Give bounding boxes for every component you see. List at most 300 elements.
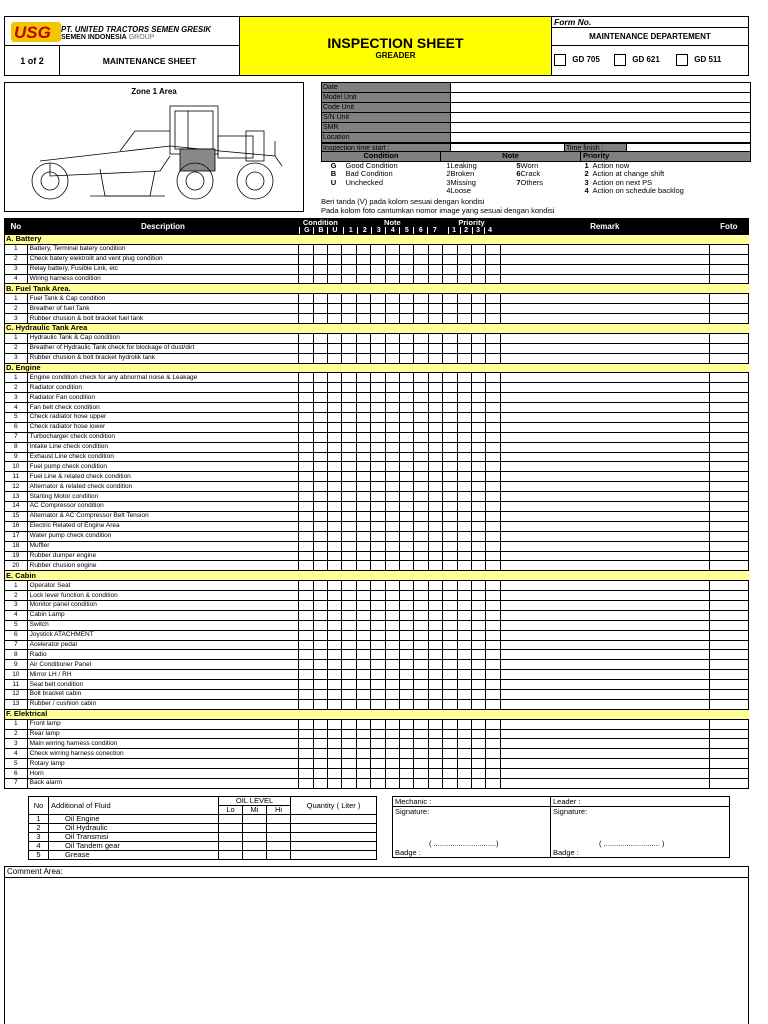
condition-b-cell[interactable]: [313, 739, 327, 749]
foto-cell[interactable]: [709, 511, 748, 521]
remark-cell[interactable]: [500, 680, 709, 690]
leader-name-field[interactable]: ( ........................... ): [599, 839, 665, 848]
note-6-cell[interactable]: [414, 383, 428, 393]
priority-3-cell[interactable]: [472, 472, 486, 482]
note-4-cell[interactable]: [385, 462, 399, 472]
note-3-cell[interactable]: [371, 472, 385, 482]
condition-b-cell[interactable]: [313, 462, 327, 472]
note-1-cell[interactable]: [342, 521, 356, 531]
note-2-cell[interactable]: [356, 264, 370, 274]
priority-3-cell[interactable]: [472, 581, 486, 591]
note-7-cell[interactable]: [428, 699, 442, 709]
note-7-cell[interactable]: [428, 244, 442, 254]
note-7-cell[interactable]: [428, 719, 442, 729]
remark-cell[interactable]: [500, 689, 709, 699]
priority-2-cell[interactable]: [457, 561, 471, 571]
note-4-cell[interactable]: [385, 610, 399, 620]
condition-b-cell[interactable]: [313, 670, 327, 680]
note-4-cell[interactable]: [385, 739, 399, 749]
priority-1-cell[interactable]: [443, 729, 457, 739]
note-4-cell[interactable]: [385, 719, 399, 729]
fluid-mi-cell[interactable]: [243, 824, 267, 833]
note-5-cell[interactable]: [400, 403, 414, 413]
note-7-cell[interactable]: [428, 689, 442, 699]
foto-cell[interactable]: [709, 670, 748, 680]
note-4-cell[interactable]: [385, 630, 399, 640]
priority-2-cell[interactable]: [457, 630, 471, 640]
condition-u-cell[interactable]: [328, 719, 342, 729]
condition-b-cell[interactable]: [313, 591, 327, 601]
condition-b-cell[interactable]: [313, 264, 327, 274]
priority-4-cell[interactable]: [486, 294, 500, 304]
note-1-cell[interactable]: [342, 452, 356, 462]
note-5-cell[interactable]: [400, 393, 414, 403]
condition-b-cell[interactable]: [313, 699, 327, 709]
fluid-qty-cell[interactable]: [291, 833, 377, 842]
note-3-cell[interactable]: [371, 670, 385, 680]
remark-cell[interactable]: [500, 600, 709, 610]
priority-4-cell[interactable]: [486, 521, 500, 531]
condition-u-cell[interactable]: [328, 640, 342, 650]
priority-3-cell[interactable]: [472, 551, 486, 561]
model-option-1[interactable]: [614, 54, 660, 66]
priority-1-cell[interactable]: [443, 630, 457, 640]
note-1-cell[interactable]: [342, 531, 356, 541]
note-5-cell[interactable]: [400, 749, 414, 759]
condition-g-cell[interactable]: [299, 244, 313, 254]
condition-u-cell[interactable]: [328, 610, 342, 620]
foto-cell[interactable]: [709, 591, 748, 601]
condition-b-cell[interactable]: [313, 472, 327, 482]
note-1-cell[interactable]: [342, 660, 356, 670]
note-3-cell[interactable]: [371, 442, 385, 452]
note-1-cell[interactable]: [342, 541, 356, 551]
priority-3-cell[interactable]: [472, 294, 486, 304]
note-7-cell[interactable]: [428, 620, 442, 630]
fluid-hi-cell[interactable]: [267, 824, 291, 833]
condition-b-cell[interactable]: [313, 492, 327, 502]
condition-u-cell[interactable]: [328, 254, 342, 264]
foto-cell[interactable]: [709, 472, 748, 482]
note-5-cell[interactable]: [400, 442, 414, 452]
note-3-cell[interactable]: [371, 294, 385, 304]
remark-cell[interactable]: [500, 769, 709, 779]
priority-3-cell[interactable]: [472, 600, 486, 610]
priority-2-cell[interactable]: [457, 472, 471, 482]
priority-3-cell[interactable]: [472, 442, 486, 452]
condition-g-cell[interactable]: [299, 699, 313, 709]
condition-b-cell[interactable]: [313, 541, 327, 551]
condition-b-cell[interactable]: [313, 640, 327, 650]
note-4-cell[interactable]: [385, 680, 399, 690]
note-5-cell[interactable]: [400, 729, 414, 739]
priority-2-cell[interactable]: [457, 462, 471, 472]
note-2-cell[interactable]: [356, 294, 370, 304]
foto-cell[interactable]: [709, 432, 748, 442]
condition-u-cell[interactable]: [328, 729, 342, 739]
note-2-cell[interactable]: [356, 511, 370, 521]
note-3-cell[interactable]: [371, 452, 385, 462]
foto-cell[interactable]: [709, 373, 748, 383]
fluid-qty-cell[interactable]: [291, 824, 377, 833]
note-2-cell[interactable]: [356, 561, 370, 571]
note-6-cell[interactable]: [414, 769, 428, 779]
note-3-cell[interactable]: [371, 699, 385, 709]
note-6-cell[interactable]: [414, 699, 428, 709]
note-2-cell[interactable]: [356, 462, 370, 472]
priority-1-cell[interactable]: [443, 502, 457, 512]
note-2-cell[interactable]: [356, 442, 370, 452]
condition-u-cell[interactable]: [328, 422, 342, 432]
priority-4-cell[interactable]: [486, 531, 500, 541]
note-1-cell[interactable]: [342, 294, 356, 304]
remark-cell[interactable]: [500, 432, 709, 442]
condition-b-cell[interactable]: [313, 630, 327, 640]
priority-1-cell[interactable]: [443, 314, 457, 324]
foto-cell[interactable]: [709, 393, 748, 403]
note-6-cell[interactable]: [414, 759, 428, 769]
note-4-cell[interactable]: [385, 314, 399, 324]
fluid-lo-cell[interactable]: [219, 824, 243, 833]
note-7-cell[interactable]: [428, 353, 442, 363]
foto-cell[interactable]: [709, 452, 748, 462]
condition-g-cell[interactable]: [299, 689, 313, 699]
condition-b-cell[interactable]: [313, 759, 327, 769]
priority-4-cell[interactable]: [486, 660, 500, 670]
note-1-cell[interactable]: [342, 739, 356, 749]
note-3-cell[interactable]: [371, 769, 385, 779]
note-6-cell[interactable]: [414, 541, 428, 551]
note-7-cell[interactable]: [428, 630, 442, 640]
note-6-cell[interactable]: [414, 660, 428, 670]
note-7-cell[interactable]: [428, 413, 442, 423]
note-5-cell[interactable]: [400, 581, 414, 591]
note-6-cell[interactable]: [414, 452, 428, 462]
condition-g-cell[interactable]: [299, 630, 313, 640]
condition-g-cell[interactable]: [299, 373, 313, 383]
note-3-cell[interactable]: [371, 778, 385, 788]
note-2-cell[interactable]: [356, 274, 370, 284]
condition-u-cell[interactable]: [328, 432, 342, 442]
note-7-cell[interactable]: [428, 778, 442, 788]
priority-1-cell[interactable]: [443, 343, 457, 353]
priority-4-cell[interactable]: [486, 739, 500, 749]
note-3-cell[interactable]: [371, 640, 385, 650]
priority-2-cell[interactable]: [457, 274, 471, 284]
note-3-cell[interactable]: [371, 689, 385, 699]
remark-cell[interactable]: [500, 254, 709, 264]
remark-cell[interactable]: [500, 482, 709, 492]
priority-1-cell[interactable]: [443, 561, 457, 571]
note-1-cell[interactable]: [342, 778, 356, 788]
note-3-cell[interactable]: [371, 353, 385, 363]
fluid-mi-cell[interactable]: [243, 842, 267, 851]
note-2-cell[interactable]: [356, 254, 370, 264]
priority-2-cell[interactable]: [457, 511, 471, 521]
condition-b-cell[interactable]: [313, 689, 327, 699]
note-5-cell[interactable]: [400, 778, 414, 788]
note-1-cell[interactable]: [342, 699, 356, 709]
condition-b-cell[interactable]: [313, 333, 327, 343]
note-5-cell[interactable]: [400, 353, 414, 363]
condition-u-cell[interactable]: [328, 442, 342, 452]
priority-2-cell[interactable]: [457, 719, 471, 729]
remark-cell[interactable]: [500, 244, 709, 254]
note-5-cell[interactable]: [400, 343, 414, 353]
foto-cell[interactable]: [709, 531, 748, 541]
fluid-hi-cell[interactable]: [267, 833, 291, 842]
condition-u-cell[interactable]: [328, 511, 342, 521]
note-2-cell[interactable]: [356, 620, 370, 630]
foto-cell[interactable]: [709, 660, 748, 670]
fluid-lo-cell[interactable]: [219, 815, 243, 824]
condition-u-cell[interactable]: [328, 778, 342, 788]
remark-cell[interactable]: [500, 719, 709, 729]
priority-3-cell[interactable]: [472, 699, 486, 709]
foto-cell[interactable]: [709, 383, 748, 393]
priority-3-cell[interactable]: [472, 482, 486, 492]
condition-u-cell[interactable]: [328, 699, 342, 709]
priority-4-cell[interactable]: [486, 333, 500, 343]
note-7-cell[interactable]: [428, 551, 442, 561]
note-4-cell[interactable]: [385, 383, 399, 393]
priority-3-cell[interactable]: [472, 521, 486, 531]
priority-4-cell[interactable]: [486, 680, 500, 690]
note-7-cell[interactable]: [428, 660, 442, 670]
note-3-cell[interactable]: [371, 511, 385, 521]
note-5-cell[interactable]: [400, 650, 414, 660]
remark-cell[interactable]: [500, 422, 709, 432]
note-5-cell[interactable]: [400, 452, 414, 462]
priority-3-cell[interactable]: [472, 422, 486, 432]
note-5-cell[interactable]: [400, 502, 414, 512]
remark-cell[interactable]: [500, 353, 709, 363]
condition-b-cell[interactable]: [313, 610, 327, 620]
fluid-lo-cell[interactable]: [219, 833, 243, 842]
note-6-cell[interactable]: [414, 373, 428, 383]
condition-u-cell[interactable]: [328, 739, 342, 749]
note-4-cell[interactable]: [385, 600, 399, 610]
condition-u-cell[interactable]: [328, 591, 342, 601]
note-7-cell[interactable]: [428, 432, 442, 442]
note-3-cell[interactable]: [371, 422, 385, 432]
remark-cell[interactable]: [500, 739, 709, 749]
note-1-cell[interactable]: [342, 749, 356, 759]
note-2-cell[interactable]: [356, 244, 370, 254]
fluid-lo-cell[interactable]: [219, 842, 243, 851]
mechanic-name-field[interactable]: ( ..............................): [429, 839, 499, 848]
note-5-cell[interactable]: [400, 759, 414, 769]
note-1-cell[interactable]: [342, 630, 356, 640]
foto-cell[interactable]: [709, 482, 748, 492]
priority-4-cell[interactable]: [486, 591, 500, 601]
note-3-cell[interactable]: [371, 492, 385, 502]
note-4-cell[interactable]: [385, 759, 399, 769]
condition-b-cell[interactable]: [313, 442, 327, 452]
priority-3-cell[interactable]: [472, 413, 486, 423]
foto-cell[interactable]: [709, 521, 748, 531]
condition-u-cell[interactable]: [328, 274, 342, 284]
priority-4-cell[interactable]: [486, 729, 500, 739]
remark-cell[interactable]: [500, 630, 709, 640]
note-6-cell[interactable]: [414, 591, 428, 601]
condition-g-cell[interactable]: [299, 511, 313, 521]
condition-g-cell[interactable]: [299, 561, 313, 571]
condition-g-cell[interactable]: [299, 600, 313, 610]
note-7-cell[interactable]: [428, 610, 442, 620]
condition-u-cell[interactable]: [328, 600, 342, 610]
note-4-cell[interactable]: [385, 541, 399, 551]
note-1-cell[interactable]: [342, 353, 356, 363]
note-2-cell[interactable]: [356, 739, 370, 749]
condition-u-cell[interactable]: [328, 452, 342, 462]
note-5-cell[interactable]: [400, 551, 414, 561]
condition-g-cell[interactable]: [299, 472, 313, 482]
condition-b-cell[interactable]: [313, 482, 327, 492]
note-7-cell[interactable]: [428, 403, 442, 413]
priority-4-cell[interactable]: [486, 630, 500, 640]
condition-b-cell[interactable]: [313, 403, 327, 413]
remark-cell[interactable]: [500, 759, 709, 769]
note-1-cell[interactable]: [342, 304, 356, 314]
priority-1-cell[interactable]: [443, 264, 457, 274]
foto-cell[interactable]: [709, 274, 748, 284]
priority-4-cell[interactable]: [486, 551, 500, 561]
note-7-cell[interactable]: [428, 680, 442, 690]
foto-cell[interactable]: [709, 422, 748, 432]
note-3-cell[interactable]: [371, 254, 385, 264]
model-option-0[interactable]: [554, 54, 600, 66]
priority-2-cell[interactable]: [457, 660, 471, 670]
comment-area[interactable]: [4, 866, 749, 1024]
priority-3-cell[interactable]: [472, 739, 486, 749]
note-3-cell[interactable]: [371, 304, 385, 314]
priority-3-cell[interactable]: [472, 531, 486, 541]
note-1-cell[interactable]: [342, 274, 356, 284]
priority-1-cell[interactable]: [443, 413, 457, 423]
note-7-cell[interactable]: [428, 452, 442, 462]
priority-2-cell[interactable]: [457, 422, 471, 432]
remark-cell[interactable]: [500, 729, 709, 739]
note-1-cell[interactable]: [342, 729, 356, 739]
condition-g-cell[interactable]: [299, 314, 313, 324]
note-4-cell[interactable]: [385, 689, 399, 699]
note-6-cell[interactable]: [414, 778, 428, 788]
note-1-cell[interactable]: [342, 640, 356, 650]
priority-1-cell[interactable]: [443, 403, 457, 413]
priority-1-cell[interactable]: [443, 769, 457, 779]
foto-cell[interactable]: [709, 254, 748, 264]
condition-g-cell[interactable]: [299, 650, 313, 660]
remark-cell[interactable]: [500, 452, 709, 462]
note-2-cell[interactable]: [356, 452, 370, 462]
note-5-cell[interactable]: [400, 541, 414, 551]
condition-b-cell[interactable]: [313, 452, 327, 462]
condition-g-cell[interactable]: [299, 739, 313, 749]
priority-4-cell[interactable]: [486, 373, 500, 383]
note-4-cell[interactable]: [385, 393, 399, 403]
priority-1-cell[interactable]: [443, 304, 457, 314]
note-5-cell[interactable]: [400, 432, 414, 442]
remark-cell[interactable]: [500, 383, 709, 393]
priority-1-cell[interactable]: [443, 600, 457, 610]
priority-1-cell[interactable]: [443, 778, 457, 788]
note-2-cell[interactable]: [356, 699, 370, 709]
priority-4-cell[interactable]: [486, 304, 500, 314]
priority-2-cell[interactable]: [457, 403, 471, 413]
note-2-cell[interactable]: [356, 541, 370, 551]
priority-1-cell[interactable]: [443, 620, 457, 630]
note-1-cell[interactable]: [342, 551, 356, 561]
note-1-cell[interactable]: [342, 254, 356, 264]
note-4-cell[interactable]: [385, 452, 399, 462]
note-3-cell[interactable]: [371, 620, 385, 630]
condition-u-cell[interactable]: [328, 353, 342, 363]
remark-cell[interactable]: [500, 591, 709, 601]
note-3-cell[interactable]: [371, 383, 385, 393]
remark-cell[interactable]: [500, 413, 709, 423]
priority-1-cell[interactable]: [443, 521, 457, 531]
note-3-cell[interactable]: [371, 274, 385, 284]
remark-cell[interactable]: [500, 274, 709, 284]
note-6-cell[interactable]: [414, 254, 428, 264]
priority-2-cell[interactable]: [457, 689, 471, 699]
priority-4-cell[interactable]: [486, 640, 500, 650]
note-3-cell[interactable]: [371, 314, 385, 324]
note-2-cell[interactable]: [356, 680, 370, 690]
note-7-cell[interactable]: [428, 314, 442, 324]
priority-3-cell[interactable]: [472, 343, 486, 353]
note-4-cell[interactable]: [385, 482, 399, 492]
remark-cell[interactable]: [500, 373, 709, 383]
note-2-cell[interactable]: [356, 769, 370, 779]
remark-cell[interactable]: [500, 502, 709, 512]
condition-g-cell[interactable]: [299, 729, 313, 739]
model-option-2[interactable]: [676, 54, 721, 66]
priority-2-cell[interactable]: [457, 383, 471, 393]
note-7-cell[interactable]: [428, 749, 442, 759]
foto-cell[interactable]: [709, 264, 748, 274]
condition-u-cell[interactable]: [328, 670, 342, 680]
priority-3-cell[interactable]: [472, 680, 486, 690]
note-1-cell[interactable]: [342, 442, 356, 452]
info-value-model[interactable]: [451, 93, 751, 103]
model-checkbox-0[interactable]: [554, 54, 566, 66]
note-6-cell[interactable]: [414, 511, 428, 521]
note-6-cell[interactable]: [414, 294, 428, 304]
note-6-cell[interactable]: [414, 561, 428, 571]
priority-1-cell[interactable]: [443, 383, 457, 393]
note-5-cell[interactable]: [400, 600, 414, 610]
priority-3-cell[interactable]: [472, 314, 486, 324]
condition-g-cell[interactable]: [299, 254, 313, 264]
note-4-cell[interactable]: [385, 531, 399, 541]
note-4-cell[interactable]: [385, 650, 399, 660]
note-7-cell[interactable]: [428, 511, 442, 521]
remark-cell[interactable]: [500, 264, 709, 274]
priority-4-cell[interactable]: [486, 442, 500, 452]
remark-cell[interactable]: [500, 610, 709, 620]
remark-cell[interactable]: [500, 778, 709, 788]
note-7-cell[interactable]: [428, 650, 442, 660]
condition-u-cell[interactable]: [328, 304, 342, 314]
priority-4-cell[interactable]: [486, 719, 500, 729]
priority-1-cell[interactable]: [443, 333, 457, 343]
fluid-mi-cell[interactable]: [243, 815, 267, 824]
note-4-cell[interactable]: [385, 561, 399, 571]
condition-g-cell[interactable]: [299, 333, 313, 343]
priority-3-cell[interactable]: [472, 640, 486, 650]
